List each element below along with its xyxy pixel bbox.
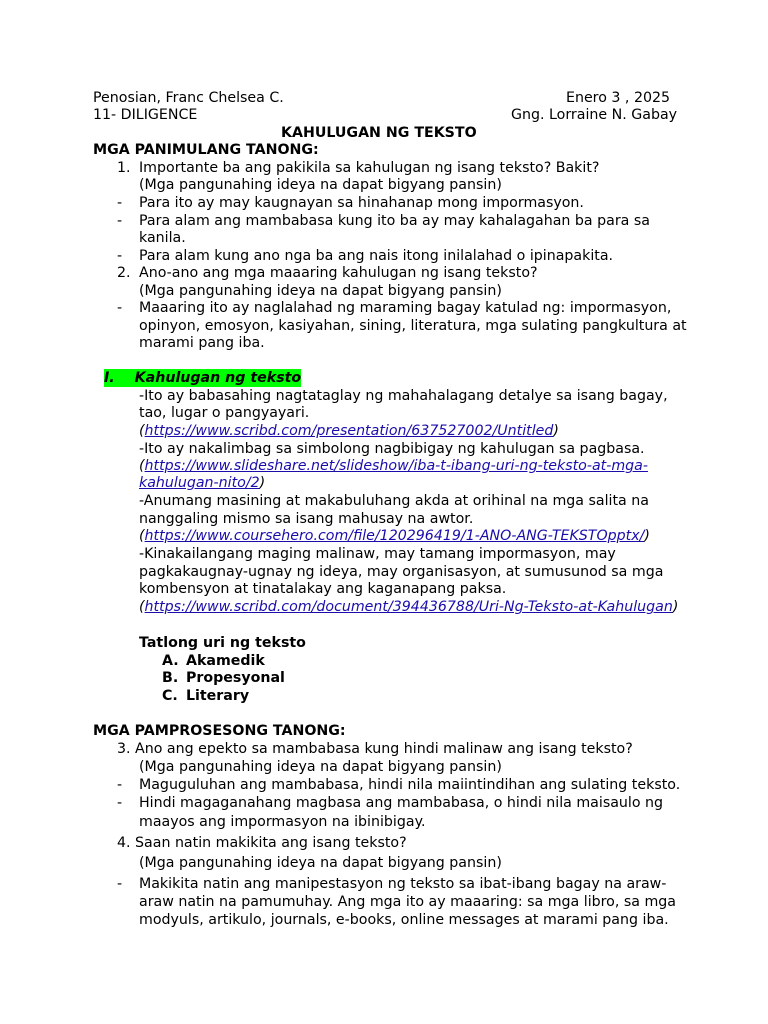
document-date: Enero 3 , 2025 [566, 90, 671, 106]
source-2-cont [139, 474, 265, 492]
paren-close: ) [259, 475, 266, 491]
a3-item-2-cont: maayos ang impormasyon na ibinibigay. [139, 814, 426, 830]
bullet-dash: - [117, 213, 123, 229]
paren-close: ) [644, 528, 650, 544]
definition-4-line-2: pagkakaugnay-ugnay ng ideya, may organisasyon, at sumusunod sa mga [139, 564, 664, 580]
bullet-dash: - [117, 300, 123, 316]
a1-item-3: Para alam kung ano nga ba ang nais itong inilalahad o ipinapakita. [139, 248, 614, 264]
a2-line-2: opinyon, emosyon, kasiyahan, sining, literatura, mga sulating pangkultura at [139, 318, 687, 334]
q4-subtitle: (Mga pangunahing ideya na dapat bigyang pansin) [139, 855, 502, 871]
source-link-slideshare-cont[interactable]: kahulugan-nito/2 [139, 475, 260, 491]
definition-2: -Ito ay nakalimbag sa simbolong nagbibigay ng kahulugan sa pagbasa. [139, 441, 645, 457]
source-link-coursehero[interactable]: https://www.coursehero.com/file/120296419/1-ANO-ANG-TEKSTOpptx/ [144, 528, 645, 544]
pamproseso-heading: MGA PAMPROSESONG TANONG: [93, 723, 346, 739]
q3-subtitle: (Mga pangunahing ideya na dapat bigyang pansin) [139, 759, 502, 775]
source-1 [139, 422, 559, 440]
paren-open: ( [139, 423, 145, 439]
q1-number: 1. [117, 160, 131, 176]
a3-item-2: Hindi magaganahang magbasa ang mambabasa, o hindi nila maisaulo ng [139, 795, 664, 811]
source-2 [139, 457, 648, 475]
bullet-dash: - [117, 777, 123, 793]
a3-item-1: Maguguluhan ang mambabasa, hindi nila maiintindihan ang sulating teksto. [139, 777, 681, 793]
text-type-label: Akamedik [186, 653, 265, 669]
student-name: Penosian, Franc Chelsea C. [93, 90, 284, 106]
definition-3: -Anumang masining at makabuluhang akda at orihinal na mga salita na [139, 493, 649, 509]
a4-line-2: araw natin na pamumuhay. Ang mga ito ay maaaring: sa mga libro, sa mga [139, 894, 676, 910]
q1-subtitle: (Mga pangunahing ideya na dapat bigyang pansin) [139, 177, 502, 193]
a1-item-2-cont: kanila. [139, 230, 186, 246]
q2-subtitle: (Mga pangunahing ideya na dapat bigyang pansin) [139, 283, 502, 299]
text-type-c [162, 687, 249, 705]
a2-line-3: marami pang iba. [139, 335, 265, 351]
document-title: KAHULUGAN NG TEKSTO [281, 125, 477, 141]
q4-text: 4. Saan natin makikita ang isang teksto? [117, 835, 407, 851]
definition-4-line-3: kombensyon at tinatalakay ang kaganapang paksa. [139, 581, 507, 597]
a2-line-1: Maaaring ito ay naglalahad ng maraming bagay katulad ng: impormasyon, [139, 300, 672, 316]
section-1-heading [104, 369, 301, 387]
text-type-label: Literary [186, 688, 250, 704]
definition-3-cont: nanggaling mismo sa isang mahusay na awtor. [139, 511, 474, 527]
section-1-title: Kahulugan ng teksto [134, 370, 302, 386]
teacher-name: Gng. Lorraine N. Gabay [511, 107, 678, 123]
source-link-slideshare[interactable]: https://www.slideshare.net/slideshow/iba-t-ibang-uri-ng-teksto-at-mga- [144, 458, 648, 474]
paren-close: ) [672, 599, 679, 615]
source-3 [139, 527, 650, 545]
paren-open: ( [139, 599, 145, 615]
a4-line-3: modyuls, artikulo, journals, e-books, online messages at marami pang iba. [139, 912, 669, 928]
bullet-dash: - [117, 195, 123, 211]
q2-text: Ano-ano ang mga maaaring kahulugan ng isang teksto? [139, 265, 538, 281]
q2-number: 2. [117, 265, 131, 281]
bullet-dash: - [117, 876, 123, 892]
text-type-b [162, 669, 285, 687]
list-letter: B. [162, 670, 179, 686]
text-type-a [162, 652, 265, 670]
text-types-heading: Tatlong uri ng teksto [139, 635, 306, 651]
paren-close: ) [553, 423, 559, 439]
source-link-scribd-document[interactable]: https://www.scribd.com/document/394436788/Uri-Ng-Teksto-at-Kahulugan [144, 599, 673, 615]
a4-line-1: Makikita natin ang manipestasyon ng teksto sa ibat-ibang bagay na araw- [139, 876, 667, 892]
bullet-dash: - [117, 248, 123, 264]
definition-4: -Kinakailangang maging malinaw, may tamang impormasyon, may [139, 546, 616, 562]
definition-1-cont: tao, lugar o pangyayari. [139, 405, 310, 421]
source-4 [139, 598, 678, 616]
section-1-numeral: I. [104, 370, 115, 386]
q1-text: Importante ba ang pakikila sa kahulugan ng isang teksto? Bakit? [139, 160, 600, 176]
student-section: 11- DILIGENCE [93, 107, 198, 123]
text-type-label: Propesyonal [186, 670, 285, 686]
a1-item-1: Para ito ay may kaugnayan sa hinahanap mong impormasyon. [139, 195, 584, 211]
q3-text: 3. Ano ang epekto sa mambabasa kung hindi malinaw ang isang teksto? [117, 741, 633, 757]
list-letter: C. [162, 688, 178, 704]
a1-item-2: Para alam ang mambabasa kung ito ba ay may kahalagahan ba para sa [139, 213, 650, 229]
list-letter: A. [162, 653, 179, 669]
paren-open: ( [139, 528, 145, 544]
bullet-dash: - [117, 795, 123, 811]
definition-1: -Ito ay babasahing nagtataglay ng mahahalagang detalye sa isang bagay, [139, 388, 668, 404]
source-link-scribd-presentation[interactable]: https://www.scribd.com/presentation/637527002/Untitled [144, 423, 554, 439]
panimula-heading: MGA PANIMULANG TANONG: [93, 142, 319, 158]
paren-open: ( [139, 458, 145, 474]
